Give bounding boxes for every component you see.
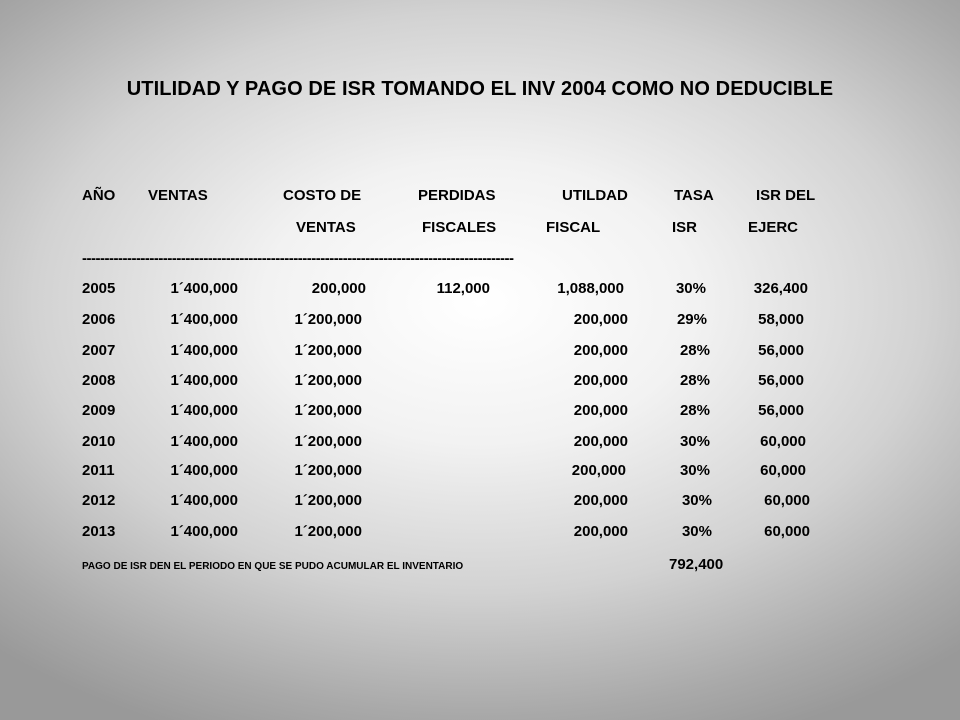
table-row (0, 523, 960, 547)
header-ejerc: EJERC (748, 219, 799, 236)
header-anio: AÑO (82, 187, 116, 204)
cell-year: 2009 (82, 402, 116, 419)
cell-tasa-isr: 30% (675, 280, 706, 297)
cell-costo-de-ventas: 1´200,000 (294, 523, 362, 540)
cell-costo-de-ventas: 1´200,000 (294, 433, 362, 450)
cell-costo-de-ventas: 1´200,000 (294, 402, 362, 419)
table-header-row-2 (0, 219, 960, 239)
cell-isr-del-ejercicio: 56,000 (758, 372, 804, 389)
cell-year: 2008 (82, 372, 116, 389)
cell-isr-del-ejercicio: 60,000 (764, 523, 810, 540)
table-row (0, 280, 960, 304)
header-ventas-2: VENTAS (296, 219, 356, 236)
cell-costo-de-ventas: 1´200,000 (294, 462, 362, 479)
cell-ventas: 1´400,000 (170, 433, 238, 450)
cell-ventas: 1´400,000 (170, 311, 238, 328)
cell-utilidad-fiscal: 200,000 (573, 492, 628, 509)
cell-utilidad-fiscal: 1,088,000 (557, 280, 624, 297)
cell-year: 2005 (82, 280, 116, 297)
table-row (0, 311, 960, 335)
cell-isr-del-ejercicio: 60,000 (764, 492, 810, 509)
header-fiscal: FISCAL (546, 219, 601, 236)
table-divider: ------------------------------------------------------------------------------------------------ (82, 250, 514, 264)
cell-isr-del-ejercicio: 326,400 (753, 280, 808, 297)
cell-tasa-isr: 28% (679, 342, 710, 359)
cell-costo-de-ventas: 1´200,000 (294, 342, 362, 359)
cell-costo-de-ventas: 1´200,000 (294, 311, 362, 328)
cell-isr-del-ejercicio: 60,000 (760, 433, 806, 450)
cell-year: 2012 (82, 492, 116, 509)
header-fiscales: FISCALES (422, 219, 497, 236)
cell-tasa-isr: 30% (681, 492, 712, 509)
table-row (0, 492, 960, 516)
cell-utilidad-fiscal: 200,000 (573, 402, 628, 419)
cell-isr-del-ejercicio: 56,000 (758, 342, 804, 359)
header-costo-de: COSTO DE (283, 187, 362, 204)
table-row (0, 402, 960, 426)
cell-utilidad-fiscal: 200,000 (573, 342, 628, 359)
cell-isr-del-ejercicio: 58,000 (758, 311, 804, 328)
total-label: PAGO DE ISR DEN EL PERIODO EN QUE SE PUDO ACUMULAR EL INVENTARIO (82, 561, 464, 572)
cell-costo-de-ventas: 1´200,000 (294, 492, 362, 509)
cell-ventas: 1´400,000 (170, 280, 238, 297)
cell-year: 2010 (82, 433, 116, 450)
cell-tasa-isr: 28% (679, 402, 710, 419)
cell-tasa-isr: 30% (679, 462, 710, 479)
header-utildad: UTILDAD (562, 187, 628, 204)
table-header-row-1 (0, 187, 960, 207)
cell-utilidad-fiscal: 200,000 (573, 311, 628, 328)
cell-tasa-isr: 28% (679, 372, 710, 389)
cell-utilidad-fiscal: 200,000 (571, 462, 626, 479)
cell-year: 2007 (82, 342, 116, 359)
cell-ventas: 1´400,000 (170, 402, 238, 419)
cell-isr-del-ejercicio: 56,000 (758, 402, 804, 419)
cell-utilidad-fiscal: 200,000 (573, 372, 628, 389)
table-row (0, 372, 960, 396)
header-perdidas: PERDIDAS (418, 187, 496, 204)
cell-ventas: 1´400,000 (170, 342, 238, 359)
cell-utilidad-fiscal: 200,000 (573, 523, 628, 540)
cell-tasa-isr: 30% (679, 433, 710, 450)
header-tasa: TASA (674, 187, 714, 204)
cell-ventas: 1´400,000 (170, 492, 238, 509)
table-row (0, 433, 960, 457)
table-row (0, 462, 960, 486)
header-ventas: VENTAS (148, 187, 208, 204)
cell-ventas: 1´400,000 (170, 523, 238, 540)
cell-tasa-isr: 30% (681, 523, 712, 540)
cell-year: 2006 (82, 311, 116, 328)
cell-isr-del-ejercicio: 60,000 (760, 462, 806, 479)
cell-costo-de-ventas: 1´200,000 (294, 372, 362, 389)
total-value: 792,400 (669, 556, 724, 573)
slide-title: UTILIDAD Y PAGO DE ISR TOMANDO EL INV 2004 COMO NO DEDUCIBLE (126, 78, 834, 100)
cell-costo-de-ventas: 200,000 (311, 280, 366, 297)
cell-tasa-isr: 29% (676, 311, 707, 328)
cell-perdidas-fiscales: 112,000 (436, 280, 490, 297)
cell-ventas: 1´400,000 (170, 462, 238, 479)
cell-year: 2013 (82, 523, 116, 540)
header-isr-del: ISR DEL (756, 187, 816, 204)
table-row (0, 342, 960, 366)
cell-ventas: 1´400,000 (170, 372, 238, 389)
cell-utilidad-fiscal: 200,000 (573, 433, 628, 450)
header-isr: ISR (672, 219, 698, 236)
total-row (82, 556, 882, 580)
cell-year: 2011 (82, 462, 115, 479)
